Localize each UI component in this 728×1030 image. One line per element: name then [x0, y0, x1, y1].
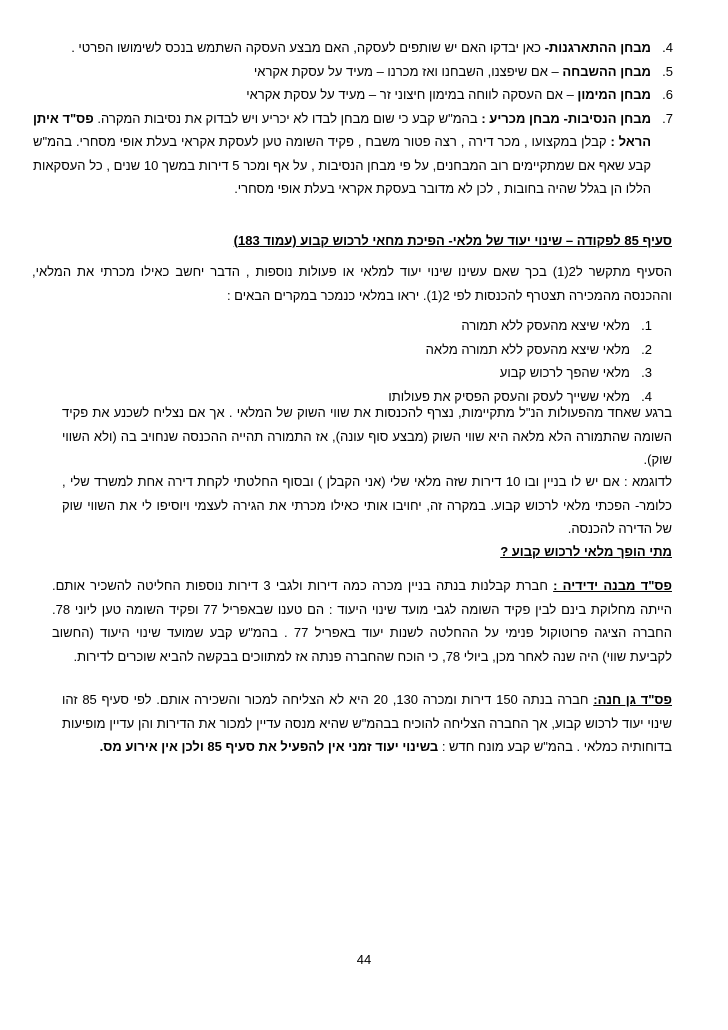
- section-heading: [32, 229, 672, 253]
- list-number: 4.: [641, 388, 652, 404]
- list-item: [92, 314, 652, 338]
- criterion-title: מבחן המימון: [577, 87, 651, 102]
- market-value-paragraph: ברגע שאחד מהפעולות הנ"ל מתקיימות, נצרף להכנסות את שווי השוק של המלאי . אך אם נצליח לשכנע את פקיד השומה שהתמורה הלא מלאה היא שווי השוק (מבצע סוף עונה), אז התמורה תהייה ההכנסה שנחויב בה (ולא השווי שוק).: [62, 405, 672, 467]
- list-item: [33, 107, 673, 201]
- inventory-cases-list: [92, 314, 652, 408]
- list-number: 1.: [641, 318, 652, 333]
- list-number: 3.: [641, 365, 652, 380]
- list-item: [33, 83, 673, 107]
- question-heading-text: מתי הופך מלאי לרכוש קבוע ?: [500, 544, 672, 559]
- list-item: [33, 60, 673, 84]
- case-text: קבלן במקצועו , מכר דירה , רצה פטור משבח , פקיד השומה טען לעסקת אקראי בעלת אופי מסחרי. בהמ"ש קבע שאף אם שמתקיימים רוב המבחנים, על פי מבחן הנסיבות , על אף ומכר 5 דירות במשך 10 שנים , כל העסקאות הללו הן בגלל שהיה בחובות , לכן לא מדובר בעסקת אקראי בעלת אופי מסחרי.: [33, 134, 651, 196]
- case-text: חברה בנתה 150 דירות ומכרה 130, 20 היא לא הצליחה למכור והשכירה אותם. לפי סעיף 85 זהו שינוי יעוד לרכוש קבוע, אך החברה הצליחה להוכיח בבהמ"ש שהיא מנסה עדיין למכור את הדירות והן עדיין מופיעות בדוחותיה כמלאי . בהמ"ש קבע מונח חדש :: [62, 692, 672, 754]
- list-number: 6.: [662, 87, 673, 102]
- case-title: פס"ד מבנה ידידיה :: [553, 578, 672, 593]
- list-item-text: מלאי שיצא מהעסק ללא תמורה: [461, 318, 630, 333]
- example-paragraph: לדוגמא : אם יש לו בניין ובו 10 דירות שזה מלאי שלי (אני הקבלן ) ובסוף החלטתי לקחת דירה אחת למשרד שלי , כלומר- הפכתי מלאי לרכוש קבוע. במקרה זה, יחויבו אותי כאילו מכרתי את הגירה לעצמי ויוסיפו לי את השווי שוק של הדירה להכנסה.: [62, 474, 673, 536]
- case-conclusion: בשינוי יעוד זמני אין להפעיל את סעיף 85 ולכן אין אירוע מס.: [99, 739, 439, 754]
- case-title: פס"ד איתן הראל :: [33, 110, 651, 149]
- criterion-text: – אם העסקה לווחה במימון חיצוני זר – מעיד על עסקת אקראי: [246, 87, 578, 102]
- intro-paragraph: הסעיף מתקשר ל2(1) בכך שאם עשינו שינוי יעוד למלאי או פעולות נוספות , הדבר יחשב כאילו מכרתי את המלאי, וההכנסה מהמכירה תצטרף להכנסות לפי 2(1). יראו במלאי כנמכר במקרים הבאים :: [32, 264, 672, 303]
- question-heading: [32, 540, 672, 564]
- section-heading-text: סעיף 85 לפקודה – שינוי יעוד של מלאי- הפיכת מחאי לרכוש קבוע (עמוד 183): [233, 233, 672, 248]
- list-item: [92, 361, 652, 385]
- list-item-text: מלאי שהפך לרכוש קבוע: [499, 365, 630, 380]
- case-text: חברת קבלנות בנתה בניין מכרה כמה דירות ולגבי 3 דירות נוספות החליטה להשכיר אותם. הייתה מחלוקת בינם לבין פקיד השומה לגבי מועד שינוי היעוד : הם טענו שבאפריל 77 ופקיד השומה טען ליוני 78. החברה הציגה פרוטוקול פנימי על ההחלטה לשנות יעוד באפריל 77 . בהמ"ש קבע שמועד שינוי היעוד (החשוב לקביעת שווי) היה שנה לאחר מכן, ביולי 78, כי הוכח שהחברה פנתה אז למתווכים בבקשה להביא שוכרים לדירות.: [52, 578, 672, 664]
- list-item-text: מלאי שיצא מהעסק ללא תמורה מלאה: [425, 341, 630, 357]
- criterion-text: בהמ"ש קבע כי שום מבחן לבדו לא יכריע ויש לבדוק את נסיבות המקרה.: [93, 110, 482, 126]
- list-item: [92, 338, 652, 362]
- list-number: 4.: [662, 40, 673, 55]
- case-title: פס"ד גן חנה:: [593, 692, 672, 707]
- list-number: 5.: [662, 63, 673, 79]
- list-number: 7.: [662, 110, 673, 126]
- list-number: 2.: [641, 341, 652, 357]
- criterion-text: – אם שיפצנו, השבחנו ואז מכרנו – מעיד על עסקת אקראי: [253, 63, 563, 79]
- criterion-title: מבחן ההתארגנות-: [544, 40, 651, 55]
- case-paragraph-2: [62, 688, 672, 759]
- page-number: 44: [356, 952, 372, 967]
- criterion-title: מבחן ההשבחה: [562, 63, 651, 79]
- list-item: [33, 36, 673, 60]
- criterion-title: מבחן הנסיבות- מבחן מכריע :: [481, 110, 652, 126]
- criteria-list: [33, 36, 673, 201]
- case-paragraph-1: [52, 574, 672, 668]
- criterion-text: כאן יבדקו האם יש שותפים לעסקה, האם מבצע העסקה השתמש בנכס לשימושו הפרטי .: [71, 40, 545, 55]
- list-item-text: מלאי ששייך לעסק והעסק הפסיק את פעולותו: [388, 388, 630, 404]
